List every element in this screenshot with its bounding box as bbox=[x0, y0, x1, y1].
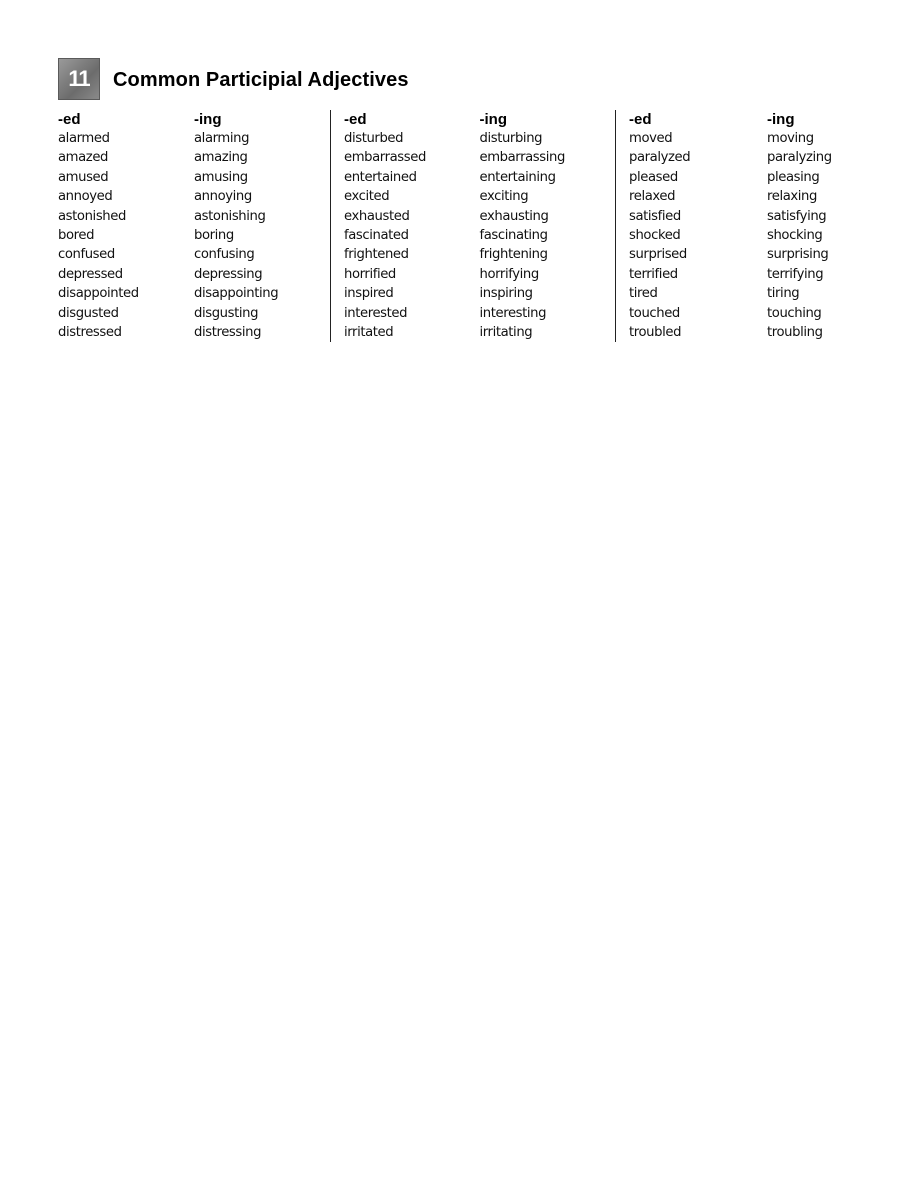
word-item: exhausting bbox=[479, 208, 549, 224]
word-item: fascinating bbox=[479, 227, 548, 243]
word-item: depressing bbox=[194, 266, 263, 282]
word-item: interesting bbox=[479, 305, 547, 321]
word-item: touching bbox=[767, 305, 822, 321]
word-item: distressed bbox=[58, 324, 122, 340]
word-item: irritated bbox=[344, 324, 394, 340]
word-item: terrifying bbox=[767, 266, 824, 282]
word-item: exhausted bbox=[344, 208, 410, 224]
word-item: horrifying bbox=[479, 266, 539, 282]
section-number-badge: 11 bbox=[58, 58, 100, 100]
word-item: troubling bbox=[767, 324, 823, 340]
adjective-table bbox=[58, 110, 914, 342]
word-item: paralyzing bbox=[767, 150, 832, 166]
word-item: annoyed bbox=[58, 189, 113, 205]
word-item: disturbed bbox=[344, 131, 404, 146]
word-item: depressed bbox=[58, 266, 123, 282]
word-item: relaxed bbox=[629, 189, 676, 205]
word-item: distressing bbox=[194, 324, 262, 340]
word-item: embarrassing bbox=[479, 150, 565, 166]
word-item: irritating bbox=[479, 324, 533, 340]
word-item: tired bbox=[629, 286, 658, 302]
word-item: satisfying bbox=[767, 208, 827, 224]
word-item: amazed bbox=[58, 150, 109, 166]
column-header: -ing bbox=[194, 111, 222, 128]
column-group bbox=[330, 110, 615, 342]
word-item: astonished bbox=[58, 208, 126, 224]
ed-column bbox=[629, 110, 767, 342]
column-header: -ed bbox=[58, 111, 81, 128]
word-item: disturbing bbox=[479, 131, 543, 146]
word-item: excited bbox=[344, 189, 390, 205]
word-item: fascinated bbox=[344, 227, 409, 243]
word-item: horrified bbox=[344, 266, 396, 282]
word-item: embarrassed bbox=[344, 150, 426, 166]
word-item: satisfied bbox=[629, 208, 681, 224]
column-group bbox=[58, 110, 330, 342]
ing-column bbox=[767, 110, 905, 342]
ed-column bbox=[58, 110, 194, 342]
column-header: -ing bbox=[479, 111, 507, 128]
word-item: frightened bbox=[344, 247, 409, 263]
word-item: shocked bbox=[629, 227, 681, 243]
word-item: pleased bbox=[629, 169, 678, 185]
word-item: exciting bbox=[479, 189, 529, 205]
word-item: inspiring bbox=[479, 286, 533, 302]
word-item: inspired bbox=[344, 286, 394, 302]
word-item: entertaining bbox=[479, 169, 556, 185]
word-item: touched bbox=[629, 305, 680, 321]
word-item: confusing bbox=[194, 247, 255, 263]
word-item: pleasing bbox=[767, 169, 820, 185]
ed-column bbox=[344, 110, 480, 342]
word-item: frightening bbox=[479, 247, 548, 263]
ing-column bbox=[480, 110, 616, 342]
word-item: tiring bbox=[767, 286, 800, 302]
word-item: disappointing bbox=[194, 286, 279, 302]
word-item: moving bbox=[767, 131, 814, 146]
word-item: amused bbox=[58, 169, 109, 185]
word-item: astonishing bbox=[194, 208, 266, 224]
column-header: -ed bbox=[344, 111, 367, 128]
word-item: disgusting bbox=[194, 305, 259, 321]
column-header: -ed bbox=[629, 111, 652, 128]
word-item: surprised bbox=[629, 247, 687, 263]
page-title: Common Participial Adjectives bbox=[113, 68, 409, 91]
word-item: disappointed bbox=[58, 286, 139, 302]
word-item: troubled bbox=[629, 324, 682, 340]
word-item: boring bbox=[194, 227, 234, 243]
word-item: surprising bbox=[767, 247, 829, 263]
section-header bbox=[58, 58, 409, 100]
word-item: shocking bbox=[767, 227, 823, 243]
word-item: terrified bbox=[629, 266, 678, 282]
word-item: entertained bbox=[344, 169, 417, 185]
word-item: relaxing bbox=[767, 189, 817, 205]
word-item: amusing bbox=[194, 169, 248, 185]
word-item: interested bbox=[344, 305, 408, 321]
column-group bbox=[615, 110, 914, 342]
word-item: confused bbox=[58, 247, 115, 263]
ing-column bbox=[194, 110, 330, 342]
word-item: amazing bbox=[194, 150, 248, 166]
word-item: moved bbox=[629, 131, 673, 146]
word-item: paralyzed bbox=[629, 150, 691, 166]
word-item: alarming bbox=[194, 131, 250, 146]
word-item: bored bbox=[58, 227, 95, 243]
word-item: disgusted bbox=[58, 305, 119, 321]
column-header: -ing bbox=[767, 111, 795, 128]
word-item: alarmed bbox=[58, 131, 110, 146]
word-item: annoying bbox=[194, 189, 252, 205]
